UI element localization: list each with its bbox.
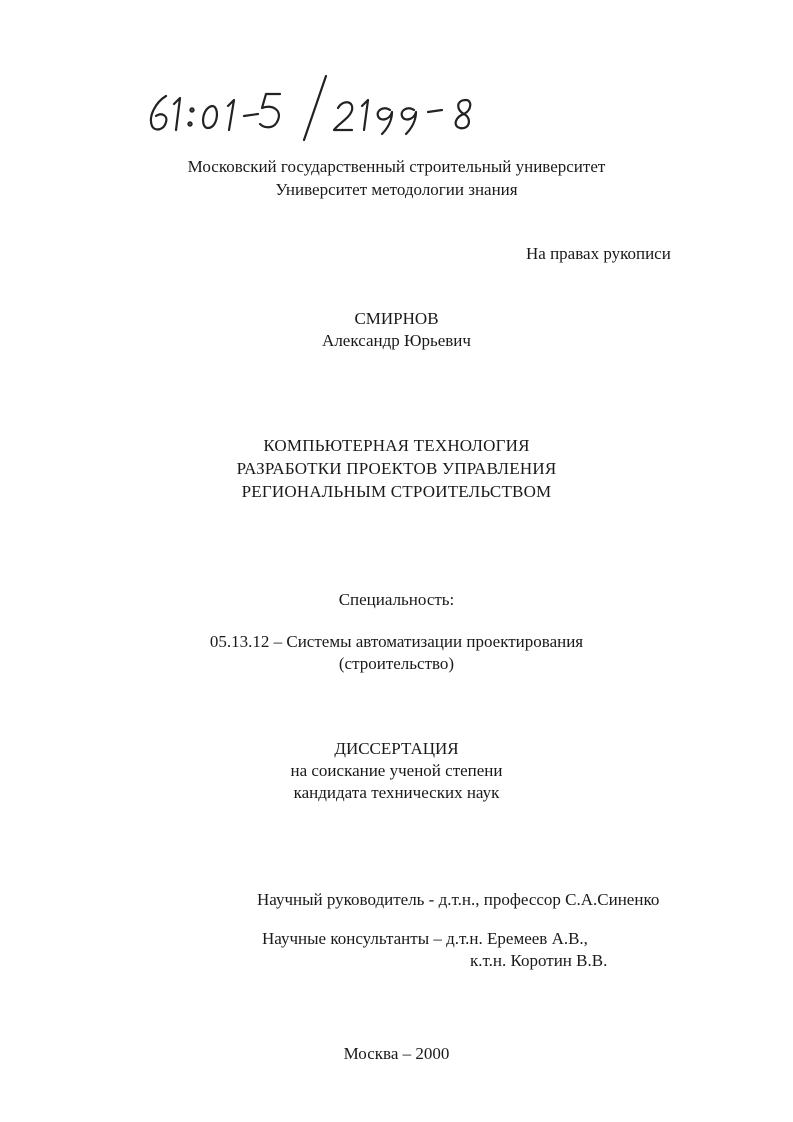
specialty-subline: (строительство) <box>338 654 455 673</box>
title-line: РАЗРАБОТКИ ПРОЕКТОВ УПРАВЛЕНИЯ <box>236 459 557 478</box>
handwritten-archive-code <box>138 72 538 142</box>
author-surname: СМИРНОВ <box>354 309 439 328</box>
rights-note: На правах рукописи <box>526 244 671 263</box>
scientific-consultants-second: к.т.н. Коротин В.В. <box>470 951 608 970</box>
institution-line: Университет методологии знания <box>275 180 518 199</box>
scientific-supervisor: Научный руководитель - д.т.н., профессор С.А.Синенко <box>257 890 660 909</box>
scientific-consultants: Научные консультанты – д.т.н. Еремеев А.В., <box>262 929 588 948</box>
dissertation-heading: ДИССЕРТАЦИЯ <box>334 739 459 758</box>
specialty-label: Специальность: <box>338 590 455 609</box>
title-line: КОМПЬЮТЕРНАЯ ТЕХНОЛОГИЯ <box>263 436 530 455</box>
dissertation-degree-line: кандидата технических наук <box>293 783 500 802</box>
handwritten-code-drawing <box>138 72 538 142</box>
place-year: Москва – 2000 <box>343 1044 450 1063</box>
dissertation-degree-line: на соискание ученой степени <box>290 761 503 780</box>
author-name: Александр Юрьевич <box>322 331 471 350</box>
specialty-code: 05.13.12 – Системы автоматизации проектирования <box>209 632 584 651</box>
institution-line: Московский государственный строительный университет <box>187 157 606 176</box>
title-line: РЕГИОНАЛЬНЫМ СТРОИТЕЛЬСТВОМ <box>241 482 552 501</box>
